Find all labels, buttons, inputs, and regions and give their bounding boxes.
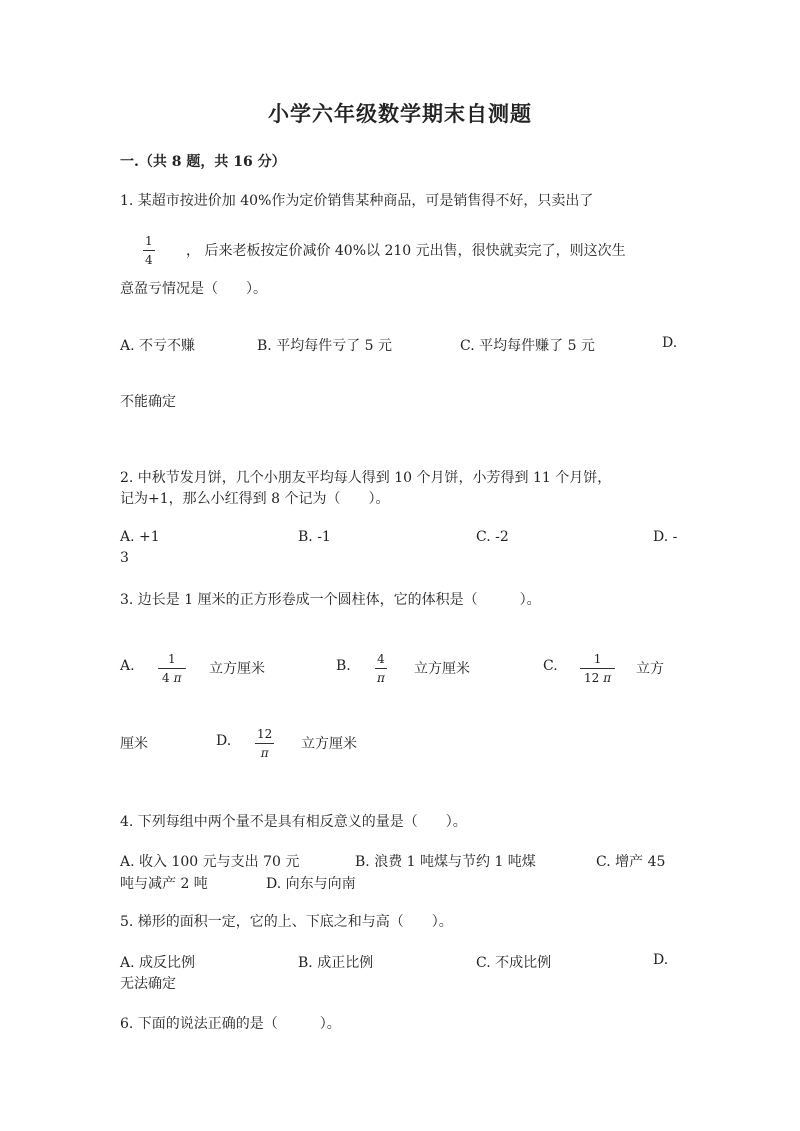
q3-c-denominator: 12 π — [584, 671, 612, 685]
q2-option-d: D. - — [653, 529, 678, 545]
q3-option-b-fraction — [375, 652, 387, 685]
q3-option-a-fraction — [158, 652, 186, 685]
q4-line1: 4. 下列每组中两个量不是具有相反意义的量是（ ）。 — [120, 814, 467, 830]
section-header: 一.（共 8 题，共 16 分） — [120, 154, 286, 170]
q3-a-denominator: 4 π — [162, 671, 182, 685]
fraction-bar — [143, 250, 155, 251]
q5-option-b: B. 成正比例 — [298, 955, 374, 971]
fraction-bar — [255, 743, 274, 744]
q3-option-d-label: D. — [216, 733, 232, 749]
q4-option-b: B. 浪费 1 吨煤与节约 1 吨煤 — [355, 854, 536, 870]
q4-option-c-text: 吨与减产 2 吨 — [120, 876, 208, 892]
q5-option-a: A. 成反比例 — [120, 955, 196, 971]
q3-option-c-unit-cont: 厘米 — [120, 736, 148, 752]
q6-line1: 6. 下面的说法正确的是（ ）。 — [120, 1016, 341, 1032]
q1-line1: 1. 某超市按进价加 40%作为定价销售某种商品，可是销售得不好，只卖出了 — [120, 193, 594, 209]
page-title: 小学六年级数学期末自测题 — [268, 101, 532, 126]
q2-option-a: A. +1 — [120, 529, 160, 545]
q5-option-c: C. 不成比例 — [476, 955, 552, 971]
pi-symbol: π — [603, 671, 612, 685]
q3-c-numerator: 1 — [593, 652, 602, 666]
q3-option-c-label: C. — [543, 658, 558, 674]
q5-option-d: D. — [653, 952, 669, 968]
q2-line2: 记为+1，那么小红得到 8 个记为（ ）。 — [120, 491, 390, 507]
q3-option-d-unit: 立方厘米 — [301, 736, 357, 752]
q3-option-a-label: A. — [120, 658, 135, 674]
q3-b-denominator: π — [377, 671, 385, 685]
q3-d-numerator: 12 — [257, 727, 273, 741]
q1-option-b: B. 平均每件亏了 5 元 — [257, 338, 392, 354]
q3-option-c-fraction — [580, 652, 615, 685]
q3-option-a-unit: 立方厘米 — [209, 661, 265, 677]
q1-option-d-text: 不能确定 — [120, 394, 176, 410]
q5-option-d-text: 无法确定 — [120, 976, 176, 992]
q3-b-numerator: 4 — [377, 652, 385, 666]
q4-option-d: D. 向东与向南 — [266, 876, 356, 892]
q2-option-c: C. -2 — [476, 529, 509, 545]
q2-line1: 2. 中秋节发月饼，几个小朋友平均每人得到 10 个月饼，小芳得到 11 个月饼， — [120, 470, 612, 486]
q1-frac-denominator: 4 — [145, 253, 153, 267]
q4-option-a: A. 收入 100 元与支出 70 元 — [120, 854, 300, 870]
q1-line2: ， 后来老板按定价减价 40%以 210 元出售，很快就卖完了，则这次生 — [186, 243, 626, 259]
fraction-bar — [375, 668, 387, 669]
q3-d-denominator: π — [260, 746, 269, 760]
pi-symbol: π — [173, 671, 182, 685]
q3-option-d-fraction — [255, 727, 274, 760]
q1-option-a: A. 不亏不赚 — [120, 338, 196, 354]
q4-option-c: C. 增产 45 — [596, 854, 666, 870]
q1-option-c: C. 平均每件赚了 5 元 — [460, 338, 595, 354]
q5-line1: 5. 梯形的面积一定，它的上、下底之和与高（ ）。 — [120, 914, 453, 930]
q1-option-d: D. — [662, 335, 678, 351]
fraction-bar — [580, 668, 615, 669]
q2-option-d-text: 3 — [120, 550, 129, 566]
q2-option-b: B. -1 — [298, 529, 331, 545]
fraction-bar — [158, 668, 186, 669]
q3-a-numerator: 1 — [167, 652, 176, 666]
q1-fraction — [143, 234, 155, 267]
q3-option-c-unit: 立方 — [636, 661, 664, 677]
q3-line1: 3. 边长是 1 厘米的正方形卷成一个圆柱体，它的体积是（ ）。 — [120, 592, 541, 608]
q3-option-b-label: B. — [336, 658, 351, 674]
q1-frac-numerator: 1 — [145, 234, 153, 248]
q1-line3: 意盈亏情况是（ ）。 — [120, 281, 267, 297]
q3-option-b-unit: 立方厘米 — [414, 661, 470, 677]
